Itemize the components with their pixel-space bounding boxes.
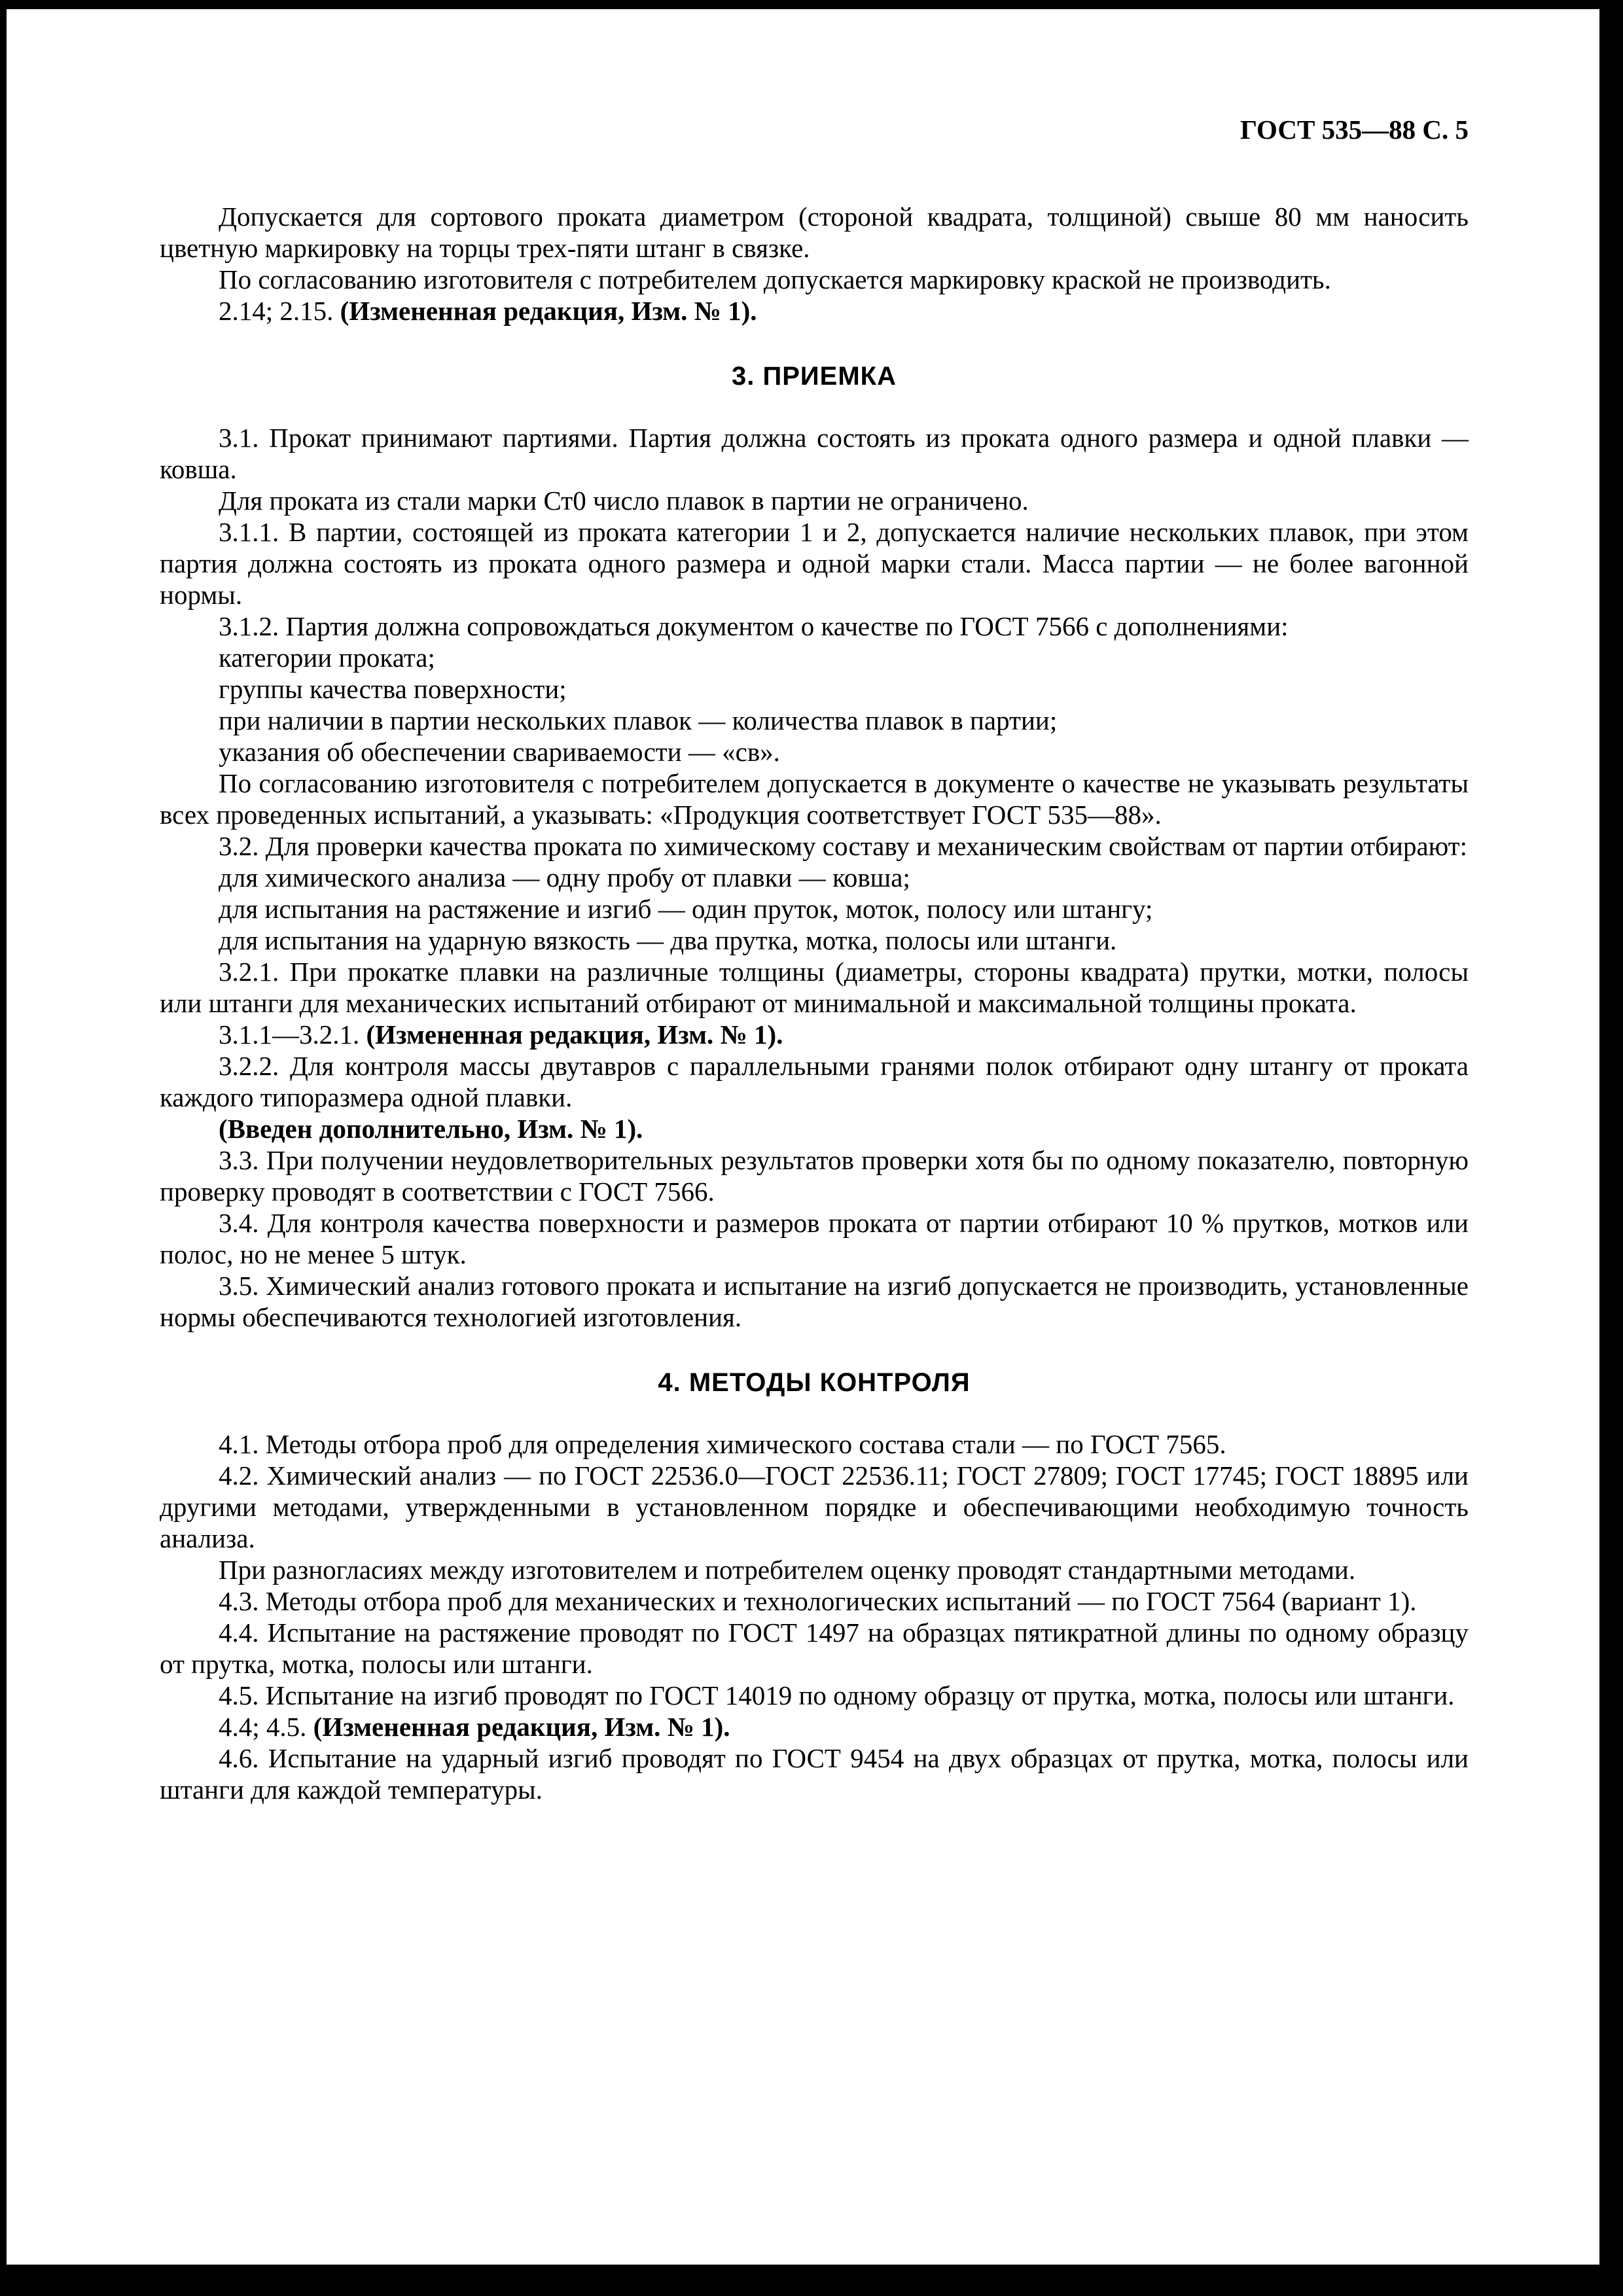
paragraph-text: 4.6. Испытание на ударный изгиб проводят по ГОСТ 9454 на двух образцах от прутка, мотка, полосы или штанги для каждой температуры. (160, 1743, 1469, 1805)
paragraph-text: для испытания на растяжение и изгиб — один пруток, моток, полосу или штангу; (219, 894, 1153, 924)
paragraph (160, 1207, 1469, 1270)
paragraph-text: для химического анализа — одну пробу от плавки — ковша; (219, 862, 910, 892)
paragraph-text: 3.4. Для контроля качества поверхности и размеров проката от партии отбирают 10 % прутков, мотков или полос, но не менее 5 штук. (160, 1208, 1469, 1269)
paragraph (160, 485, 1469, 516)
paragraph-bold-text: (Измененная редакция, Изм. № 1). (366, 1019, 783, 1050)
paragraph-text: для испытания на ударную вязкость — два прутка, мотка, полосы или штанги. (219, 925, 1117, 955)
paragraph-amendment (160, 1019, 1469, 1050)
paragraph-text: 4.4; 4.5. (219, 1712, 313, 1742)
paragraph (160, 422, 1469, 485)
list-item (160, 862, 1469, 893)
paragraph-text: 3.1.2. Партия должна сопровождаться документом о качестве по ГОСТ 7566 с дополнениями: (219, 611, 1289, 641)
list-item (160, 673, 1469, 705)
paragraph (160, 1460, 1469, 1554)
paragraph-text: 4.5. Испытание на изгиб проводят по ГОСТ 14019 по одному образцу от прутка, мотка, полосы или штанги. (219, 1680, 1455, 1710)
paragraph (160, 768, 1469, 830)
paragraph-text: 3.1.1. В партии, состоящей из проката категории 1 и 2, допускается наличие нескольких плавок, при этом партия должна состоять из проката одного размера и одной марки стали. Масса партии — не более вагонной нормы. (160, 517, 1469, 610)
paragraph-text: 3.1. Прокат принимают партиями. Партия должна состоять из проката одного размера и одной плавки — ковша. (160, 423, 1469, 484)
paragraph (160, 1742, 1469, 1805)
section-heading-control-methods: 4. МЕТОДЫ КОНТРОЛЯ (658, 1368, 971, 1397)
paragraph-text: 4.4. Испытание на растяжение проводят по ГОСТ 1497 на образцах пятикратной длины по одному образцу от прутка, мотка, полосы или штанги. (160, 1617, 1469, 1679)
paragraph-text: По согласованию изготовителя с потребителем допускается маркировку краской не производить. (219, 264, 1331, 294)
paragraph-amendment (160, 295, 1469, 327)
paragraph (160, 1144, 1469, 1207)
paragraph-text: указания об обеспечении свариваемости — «св». (219, 737, 780, 767)
list-item (160, 736, 1469, 768)
paragraph (160, 516, 1469, 610)
list-item (160, 925, 1469, 956)
paragraph-text: при наличии в партии нескольких плавок — количества плавок в партии; (219, 705, 1058, 735)
paragraph (160, 201, 1469, 264)
paragraph-text: 3.3. При получении неудовлетворительных результатов проверки хотя бы по одному показателю, повторную проверку проводят в соответствии с ГОСТ 7566. (160, 1145, 1469, 1207)
paragraph (160, 830, 1469, 862)
paragraph-text: 4.2. Химический анализ — по ГОСТ 22536.0—ГОСТ 22536.11; ГОСТ 27809; ГОСТ 17745; ГОСТ 18895 или другими методами, утвержденными в установленном порядке и обеспечивающими необходимую точность анализа. (160, 1460, 1469, 1553)
paragraph (160, 956, 1469, 1019)
paragraph (160, 1270, 1469, 1333)
paragraph (160, 1617, 1469, 1680)
paragraph-text: 4.3. Методы отбора проб для механических и технологических испытаний — по ГОСТ 7564 (вариант 1). (219, 1586, 1417, 1616)
paragraph (160, 1680, 1469, 1711)
paragraph (160, 610, 1469, 642)
paragraph-text: 4.1. Методы отбора проб для определения химического состава стали — по ГОСТ 7565. (219, 1429, 1226, 1459)
paragraph-text: По согласованию изготовителя с потребителем допускается в документе о качестве не указывать результаты всех проведенных испытаний, а указывать: «Продукция соответствует ГОСТ 535—88». (160, 768, 1469, 830)
paragraph-text: группы качества поверхности; (219, 674, 567, 704)
paragraph-text: 3.1.1—3.2.1. (219, 1019, 366, 1050)
paragraph (160, 1554, 1469, 1585)
list-item (160, 893, 1469, 925)
paragraph-text: Допускается для сортового проката диаметром (стороной квадрата, толщиной) свыше 80 мм наносить цветную маркировку на торцы трех-пяти штанг в связке. (160, 202, 1469, 263)
paragraph-text: 3.5. Химический анализ готового проката и испытание на изгиб допускается не производить, установленные нормы обеспечиваются технологией изготовления. (160, 1271, 1469, 1332)
paragraph-text: категории проката; (219, 643, 435, 673)
paragraph-amendment (160, 1711, 1469, 1742)
paragraph-text: 3.2.2. Для контроля массы двутавров с параллельными гранями полок отбирают одну штангу от проката каждого типоразмера одной плавки. (160, 1051, 1469, 1112)
paragraph (160, 1050, 1469, 1113)
list-item (160, 642, 1469, 673)
paragraph (160, 1585, 1469, 1617)
paragraph-text: 3.2. Для проверки качества проката по химическому составу и механическим свойствам от партии отбирают: (219, 831, 1468, 861)
list-item (160, 705, 1469, 736)
paragraph-bold-text: (Измененная редакция, Изм. № 1). (340, 296, 757, 326)
paragraph (160, 264, 1469, 295)
section-heading-acceptance: 3. ПРИЕМКА (732, 362, 897, 391)
page-header: ГОСТ 535—88 С. 5 (1240, 115, 1469, 145)
paragraph-text: Для проката из стали марки Ст0 число плавок в партии не ограничено. (219, 486, 1029, 516)
paragraph-text: При разногласиях между изготовителем и потребителем оценку проводят стандартными методами. (219, 1555, 1356, 1585)
paragraph-amendment (160, 1113, 1469, 1144)
paragraph-text: 3.2.1. При прокатке плавки на различные толщины (диаметры, стороны квадрата) прутки, мотки, полосы или штанги для механических испытаний отбирают от минимальной и максимальной толщины проката. (160, 957, 1469, 1018)
paragraph (160, 1428, 1469, 1460)
paragraph-bold-text: (Введен дополнительно, Изм. № 1). (219, 1114, 643, 1144)
paragraph-text: 2.14; 2.15. (219, 296, 340, 326)
paragraph-bold-text: (Измененная редакция, Изм. № 1). (313, 1712, 730, 1742)
